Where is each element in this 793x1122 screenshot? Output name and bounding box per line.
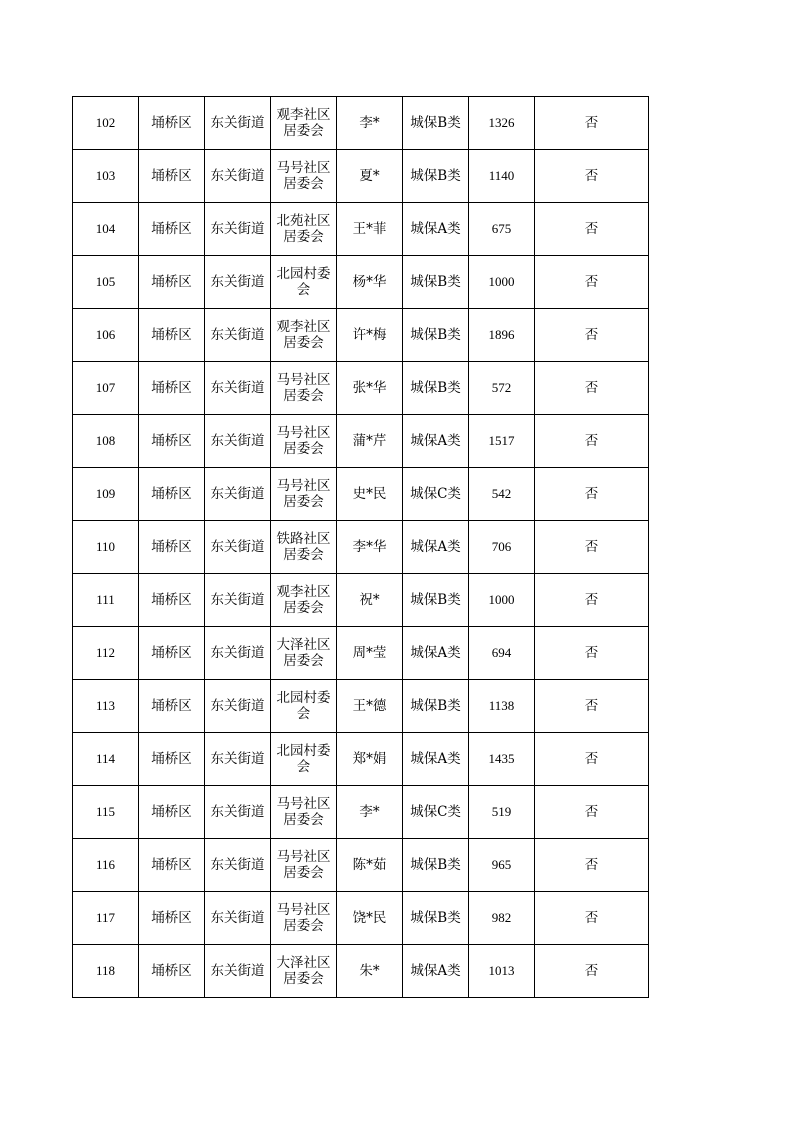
community-cell: 观李社区居委会 xyxy=(271,309,337,362)
category-cell: 城保A类 xyxy=(403,627,469,680)
district-cell: 埇桥区 xyxy=(139,203,205,256)
street-cell: 东关街道 xyxy=(205,680,271,733)
community-cell: 大泽社区居委会 xyxy=(271,945,337,998)
amount-cell: 1000 xyxy=(469,574,535,627)
flag-cell: 否 xyxy=(535,892,649,945)
amount-cell: 965 xyxy=(469,839,535,892)
serial-number-cell: 118 xyxy=(73,945,139,998)
name-cell: 祝* xyxy=(337,574,403,627)
table-row xyxy=(73,309,649,362)
community-cell: 北园村委会 xyxy=(271,733,337,786)
community-cell: 马号社区居委会 xyxy=(271,150,337,203)
table-row xyxy=(73,733,649,786)
street-cell: 东关街道 xyxy=(205,203,271,256)
name-cell: 蒲*芹 xyxy=(337,415,403,468)
name-cell: 张*华 xyxy=(337,362,403,415)
community-cell: 马号社区居委会 xyxy=(271,839,337,892)
flag-cell: 否 xyxy=(535,309,649,362)
community-cell: 北苑社区居委会 xyxy=(271,203,337,256)
community-cell: 铁路社区居委会 xyxy=(271,521,337,574)
street-cell: 东关街道 xyxy=(205,97,271,150)
street-cell: 东关街道 xyxy=(205,309,271,362)
category-cell: 城保B类 xyxy=(403,574,469,627)
serial-number-cell: 104 xyxy=(73,203,139,256)
table-row xyxy=(73,839,649,892)
street-cell: 东关街道 xyxy=(205,468,271,521)
category-cell: 城保C类 xyxy=(403,786,469,839)
serial-number-cell: 114 xyxy=(73,733,139,786)
serial-number-cell: 115 xyxy=(73,786,139,839)
district-cell: 埇桥区 xyxy=(139,97,205,150)
street-cell: 东关街道 xyxy=(205,256,271,309)
flag-cell: 否 xyxy=(535,839,649,892)
category-cell: 城保B类 xyxy=(403,892,469,945)
district-cell: 埇桥区 xyxy=(139,892,205,945)
name-cell: 许*梅 xyxy=(337,309,403,362)
flag-cell: 否 xyxy=(535,786,649,839)
community-cell: 马号社区居委会 xyxy=(271,415,337,468)
amount-cell: 1138 xyxy=(469,680,535,733)
name-cell: 李*华 xyxy=(337,521,403,574)
community-cell: 北园村委会 xyxy=(271,256,337,309)
table-row xyxy=(73,97,649,150)
table-row xyxy=(73,362,649,415)
category-cell: 城保B类 xyxy=(403,839,469,892)
serial-number-cell: 112 xyxy=(73,627,139,680)
table-body xyxy=(73,97,649,998)
street-cell: 东关街道 xyxy=(205,521,271,574)
flag-cell: 否 xyxy=(535,574,649,627)
table-row xyxy=(73,945,649,998)
table-row xyxy=(73,150,649,203)
district-cell: 埇桥区 xyxy=(139,786,205,839)
amount-cell: 1140 xyxy=(469,150,535,203)
table-row xyxy=(73,574,649,627)
serial-number-cell: 108 xyxy=(73,415,139,468)
name-cell: 李* xyxy=(337,786,403,839)
district-cell: 埇桥区 xyxy=(139,627,205,680)
table-row xyxy=(73,203,649,256)
amount-cell: 1517 xyxy=(469,415,535,468)
name-cell: 李* xyxy=(337,97,403,150)
district-cell: 埇桥区 xyxy=(139,415,205,468)
district-cell: 埇桥区 xyxy=(139,256,205,309)
community-cell: 北园村委会 xyxy=(271,680,337,733)
name-cell: 王*德 xyxy=(337,680,403,733)
amount-cell: 1326 xyxy=(469,97,535,150)
community-cell: 观李社区居委会 xyxy=(271,574,337,627)
district-cell: 埇桥区 xyxy=(139,839,205,892)
serial-number-cell: 109 xyxy=(73,468,139,521)
table-row xyxy=(73,627,649,680)
serial-number-cell: 110 xyxy=(73,521,139,574)
flag-cell: 否 xyxy=(535,468,649,521)
serial-number-cell: 106 xyxy=(73,309,139,362)
street-cell: 东关街道 xyxy=(205,627,271,680)
district-cell: 埇桥区 xyxy=(139,468,205,521)
amount-cell: 1435 xyxy=(469,733,535,786)
street-cell: 东关街道 xyxy=(205,362,271,415)
district-cell: 埇桥区 xyxy=(139,150,205,203)
flag-cell: 否 xyxy=(535,150,649,203)
name-cell: 郑*娟 xyxy=(337,733,403,786)
amount-cell: 1013 xyxy=(469,945,535,998)
district-cell: 埇桥区 xyxy=(139,362,205,415)
amount-cell: 542 xyxy=(469,468,535,521)
community-cell: 马号社区居委会 xyxy=(271,786,337,839)
table-row xyxy=(73,786,649,839)
flag-cell: 否 xyxy=(535,362,649,415)
amount-cell: 1000 xyxy=(469,256,535,309)
name-cell: 周*莹 xyxy=(337,627,403,680)
category-cell: 城保B类 xyxy=(403,97,469,150)
category-cell: 城保A类 xyxy=(403,945,469,998)
name-cell: 陈*茹 xyxy=(337,839,403,892)
district-cell: 埇桥区 xyxy=(139,945,205,998)
serial-number-cell: 103 xyxy=(73,150,139,203)
flag-cell: 否 xyxy=(535,627,649,680)
name-cell: 杨*华 xyxy=(337,256,403,309)
name-cell: 夏* xyxy=(337,150,403,203)
flag-cell: 否 xyxy=(535,256,649,309)
name-cell: 史*民 xyxy=(337,468,403,521)
street-cell: 东关街道 xyxy=(205,786,271,839)
table-row xyxy=(73,256,649,309)
category-cell: 城保B类 xyxy=(403,150,469,203)
name-cell: 朱* xyxy=(337,945,403,998)
district-cell: 埇桥区 xyxy=(139,574,205,627)
amount-cell: 572 xyxy=(469,362,535,415)
amount-cell: 706 xyxy=(469,521,535,574)
community-cell: 观李社区居委会 xyxy=(271,97,337,150)
serial-number-cell: 111 xyxy=(73,574,139,627)
category-cell: 城保B类 xyxy=(403,362,469,415)
benefit-table xyxy=(72,96,649,998)
amount-cell: 694 xyxy=(469,627,535,680)
category-cell: 城保B类 xyxy=(403,256,469,309)
district-cell: 埇桥区 xyxy=(139,680,205,733)
street-cell: 东关街道 xyxy=(205,892,271,945)
flag-cell: 否 xyxy=(535,97,649,150)
street-cell: 东关街道 xyxy=(205,945,271,998)
street-cell: 东关街道 xyxy=(205,574,271,627)
district-cell: 埇桥区 xyxy=(139,309,205,362)
street-cell: 东关街道 xyxy=(205,733,271,786)
serial-number-cell: 113 xyxy=(73,680,139,733)
table-row xyxy=(73,521,649,574)
serial-number-cell: 117 xyxy=(73,892,139,945)
community-cell: 马号社区居委会 xyxy=(271,362,337,415)
flag-cell: 否 xyxy=(535,945,649,998)
table-row xyxy=(73,468,649,521)
serial-number-cell: 102 xyxy=(73,97,139,150)
category-cell: 城保A类 xyxy=(403,733,469,786)
category-cell: 城保B类 xyxy=(403,309,469,362)
community-cell: 马号社区居委会 xyxy=(271,892,337,945)
district-cell: 埇桥区 xyxy=(139,521,205,574)
serial-number-cell: 107 xyxy=(73,362,139,415)
category-cell: 城保B类 xyxy=(403,680,469,733)
serial-number-cell: 105 xyxy=(73,256,139,309)
amount-cell: 1896 xyxy=(469,309,535,362)
flag-cell: 否 xyxy=(535,680,649,733)
table-row xyxy=(73,415,649,468)
district-cell: 埇桥区 xyxy=(139,733,205,786)
flag-cell: 否 xyxy=(535,415,649,468)
flag-cell: 否 xyxy=(535,203,649,256)
flag-cell: 否 xyxy=(535,521,649,574)
community-cell: 大泽社区居委会 xyxy=(271,627,337,680)
name-cell: 王*菲 xyxy=(337,203,403,256)
street-cell: 东关街道 xyxy=(205,839,271,892)
table-row xyxy=(73,892,649,945)
name-cell: 饶*民 xyxy=(337,892,403,945)
community-cell: 马号社区居委会 xyxy=(271,468,337,521)
category-cell: 城保C类 xyxy=(403,468,469,521)
amount-cell: 982 xyxy=(469,892,535,945)
category-cell: 城保A类 xyxy=(403,415,469,468)
flag-cell: 否 xyxy=(535,733,649,786)
serial-number-cell: 116 xyxy=(73,839,139,892)
street-cell: 东关街道 xyxy=(205,415,271,468)
street-cell: 东关街道 xyxy=(205,150,271,203)
category-cell: 城保A类 xyxy=(403,521,469,574)
category-cell: 城保A类 xyxy=(403,203,469,256)
amount-cell: 675 xyxy=(469,203,535,256)
amount-cell: 519 xyxy=(469,786,535,839)
table-row xyxy=(73,680,649,733)
